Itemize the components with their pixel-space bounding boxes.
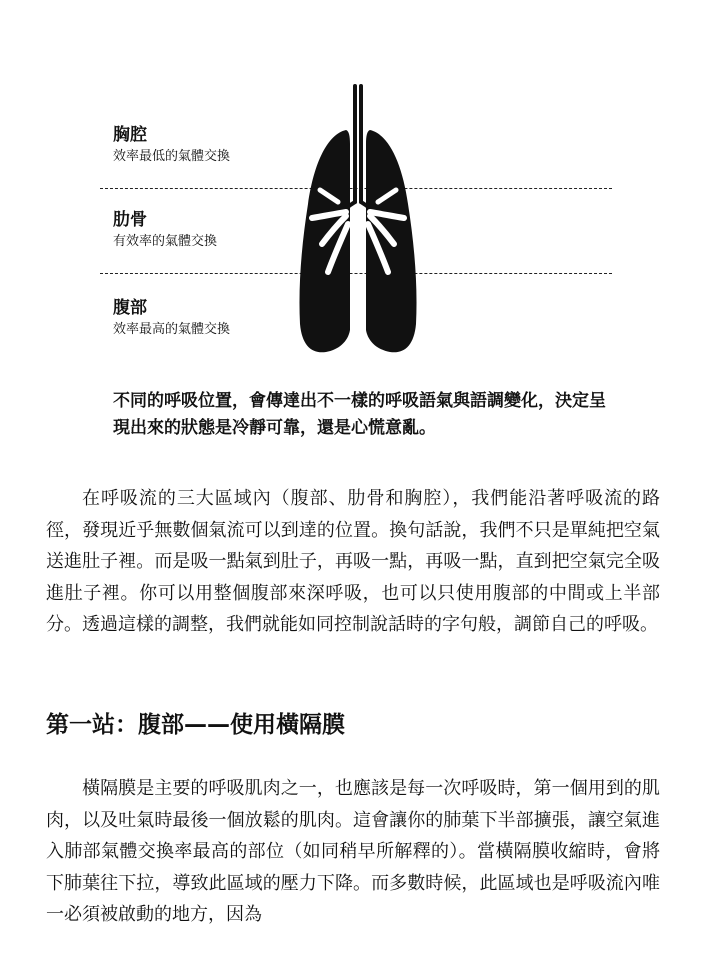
body-paragraph: 橫隔膜是主要的呼吸肌肉之一，也應該是每一次呼吸時，第一個用到的肌肉，以及吐氣時最後一個放鬆的肌肉。這會讓你的肺葉下半部擴張，讓空氣進入肺部氣體交換率最高的部位（如同稍早所解釋的）。當橫隔膜收縮時，會將下肺葉往下拉，導致此區域的壓力下降。而多數時候，此區域也是呼吸流內唯一必須被啟動的地方，因為 bbox=[46, 778, 660, 925]
zone-title: 腹部 bbox=[113, 298, 147, 318]
zone-description: 有效率的氣體交換 bbox=[113, 234, 218, 249]
zone-chest bbox=[113, 125, 230, 165]
zone-description: 效率最低的氣體交換 bbox=[113, 149, 231, 164]
zone-title: 胸腔 bbox=[113, 125, 147, 145]
breathing-zones-figure bbox=[0, 0, 712, 438]
body-paragraph: 在呼吸流的三大區域內（腹部、肋骨和胸腔），我們能沿著呼吸流的路徑，發現近乎無數個氣流可以到達的位置。換句話說，我們不只是單純把空氣送進肚子裡。而是吸一點氣到肚子，再吸一點，再吸一點，直到把空氣完全吸進肚子裡。你可以用整個腹部來深呼吸，也可以只使用腹部的中間或上半部分。透過這樣的調整，我們就能如同控制說話時的字句般，調節自己的呼吸。 bbox=[46, 488, 660, 635]
lungs-illustration bbox=[296, 84, 420, 356]
section-heading: 第一站：腹部——使用橫隔膜 bbox=[46, 712, 345, 738]
zone-title: 肋骨 bbox=[113, 210, 147, 230]
zone-ribs bbox=[113, 210, 217, 250]
zone-description: 效率最高的氣體交換 bbox=[113, 322, 231, 337]
zone-abdomen bbox=[113, 298, 230, 338]
figure-caption: 不同的呼吸位置，會傳達出不一樣的呼吸語氣與語調變化，決定呈現出來的狀態是冷靜可靠，還是心慌意亂。 bbox=[113, 391, 606, 438]
